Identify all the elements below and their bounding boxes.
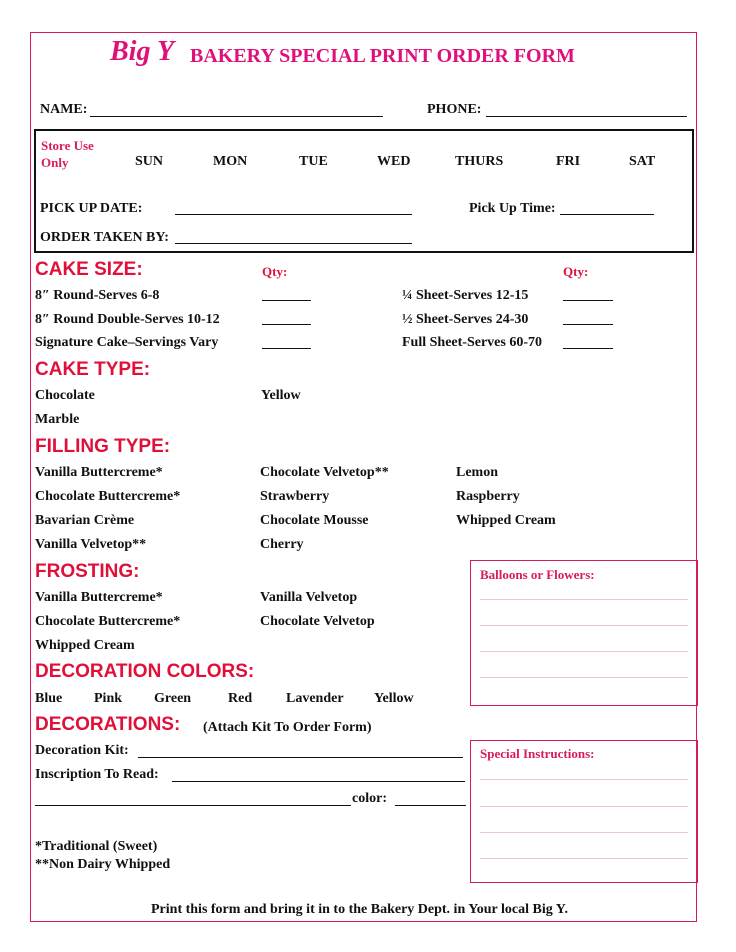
day-tue[interactable]: TUE <box>299 154 328 169</box>
frosting-heading: FROSTING: <box>35 561 140 582</box>
frosting-chocolate-velvetop[interactable]: Chocolate Velvetop <box>260 614 375 629</box>
pickup-date-field[interactable] <box>175 214 412 215</box>
special-instructions-label: Special Instructions: <box>480 746 595 761</box>
color-green[interactable]: Green <box>154 691 192 706</box>
frosting-chocolate-buttercreme[interactable]: Chocolate Buttercreme* <box>35 614 181 629</box>
color-pink[interactable]: Pink <box>94 691 123 706</box>
balloons-line <box>480 599 688 600</box>
decorations-heading: DECORATIONS: <box>35 714 181 735</box>
cake-type-heading: CAKE TYPE: <box>35 359 151 380</box>
qty-quarter-sheet[interactable] <box>563 300 613 301</box>
size-signature: Signature Cake–Servings Vary <box>35 335 219 350</box>
filling-chocolate-velvetop[interactable]: Chocolate Velvetop** <box>260 465 389 480</box>
filling-vanilla-buttercreme[interactable]: Vanilla Buttercreme* <box>35 465 163 480</box>
qty-label-right: Qty: <box>563 264 589 279</box>
day-wed[interactable]: WED <box>377 154 411 169</box>
phone-label: PHONE: <box>427 102 482 117</box>
color-label: color: <box>352 791 387 806</box>
size-full-sheet: Full Sheet-Serves 60-70 <box>402 335 542 350</box>
size-8-round-double: 8″ Round Double-Serves 10-12 <box>35 312 220 327</box>
inscription-label: Inscription To Read: <box>35 767 159 782</box>
special-line <box>480 779 688 780</box>
footnote-traditional: *Traditional (Sweet) <box>35 839 158 854</box>
big-y-logo: Big Y <box>110 36 175 67</box>
frosting-vanilla-buttercreme[interactable]: Vanilla Buttercreme* <box>35 590 163 605</box>
order-taken-label: ORDER TAKEN BY: <box>40 230 169 245</box>
footer-text: Print this form and bring it in to the Bakery Dept. in Your local Big Y. <box>151 902 569 917</box>
decoration-kit-field[interactable] <box>138 757 463 758</box>
filling-lemon[interactable]: Lemon <box>456 465 498 480</box>
balloons-line <box>480 625 688 626</box>
day-mon[interactable]: MON <box>213 154 248 169</box>
qty-8-round[interactable] <box>262 300 311 301</box>
color-red[interactable]: Red <box>228 691 253 706</box>
filling-chocolate-buttercreme[interactable]: Chocolate Buttercreme* <box>35 489 181 504</box>
day-sat[interactable]: SAT <box>629 154 656 169</box>
qty-full-sheet[interactable] <box>563 348 613 349</box>
frosting-whipped-cream[interactable]: Whipped Cream <box>35 638 135 653</box>
name-field[interactable] <box>90 116 383 117</box>
order-taken-field[interactable] <box>175 243 412 244</box>
color-blue[interactable]: Blue <box>35 691 63 706</box>
filling-cherry[interactable]: Cherry <box>260 537 304 552</box>
footnote-non-dairy: **Non Dairy Whipped <box>35 857 171 872</box>
size-8-round: 8″ Round-Serves 6-8 <box>35 288 160 303</box>
pickup-date-label: PICK UP DATE: <box>40 201 143 216</box>
balloons-label: Balloons or Flowers: <box>480 567 595 582</box>
qty-8-round-double[interactable] <box>262 324 311 325</box>
special-line <box>480 858 688 859</box>
day-fri[interactable]: FRI <box>556 154 581 169</box>
day-thurs[interactable]: THURS <box>455 154 504 169</box>
special-line <box>480 832 688 833</box>
size-quarter-sheet: ¼ Sheet-Serves 12-15 <box>402 288 529 303</box>
filling-raspberry[interactable]: Raspberry <box>456 489 520 504</box>
frosting-vanilla-velvetop[interactable]: Vanilla Velvetop <box>260 590 358 605</box>
size-half-sheet: ½ Sheet-Serves 24-30 <box>402 312 529 327</box>
pickup-time-label: Pick Up Time: <box>469 201 556 216</box>
phone-field[interactable] <box>486 116 687 117</box>
filling-chocolate-mousse[interactable]: Chocolate Mousse <box>260 513 369 528</box>
filling-type-heading: FILLING TYPE: <box>35 436 171 457</box>
inscription-color-field[interactable] <box>395 805 466 806</box>
filling-vanilla-velvetop[interactable]: Vanilla Velvetop** <box>35 537 147 552</box>
qty-half-sheet[interactable] <box>563 324 613 325</box>
qty-signature[interactable] <box>262 348 311 349</box>
inscription-extra-field[interactable] <box>35 805 351 806</box>
form-title: BAKERY SPECIAL PRINT ORDER FORM <box>190 45 575 67</box>
decoration-colors-heading: DECORATION COLORS: <box>35 661 255 682</box>
inscription-field[interactable] <box>172 781 465 782</box>
decoration-kit-label: Decoration Kit: <box>35 743 129 758</box>
cake-type-yellow[interactable]: Yellow <box>261 388 301 403</box>
day-sun[interactable]: SUN <box>135 154 164 169</box>
cake-type-marble[interactable]: Marble <box>35 412 80 427</box>
special-line <box>480 806 688 807</box>
filling-bavarian-creme[interactable]: Bavarian Crème <box>35 513 135 528</box>
decorations-note: (Attach Kit To Order Form) <box>203 720 372 735</box>
color-lavender[interactable]: Lavender <box>286 691 344 706</box>
balloons-line <box>480 677 688 678</box>
name-label: NAME: <box>40 102 88 117</box>
filling-whipped-cream[interactable]: Whipped Cream <box>456 513 556 528</box>
qty-label-left: Qty: <box>262 264 288 279</box>
color-yellow[interactable]: Yellow <box>374 691 414 706</box>
filling-strawberry[interactable]: Strawberry <box>260 489 330 504</box>
pickup-time-field[interactable] <box>560 214 654 215</box>
store-use-label: Store Use Only <box>41 138 94 170</box>
balloons-line <box>480 651 688 652</box>
cake-type-chocolate[interactable]: Chocolate <box>35 388 95 403</box>
cake-size-heading: CAKE SIZE: <box>35 259 143 280</box>
